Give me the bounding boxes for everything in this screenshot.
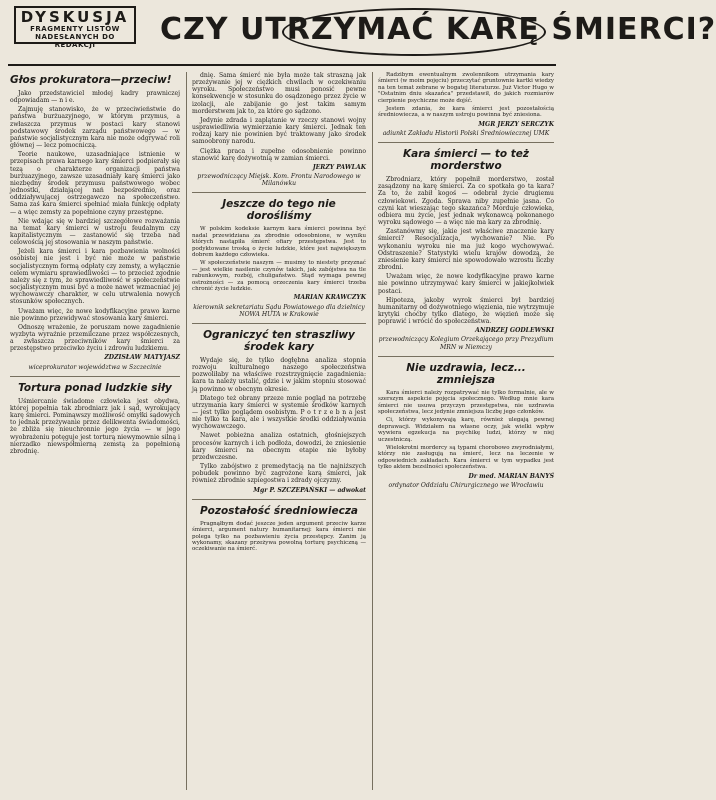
page-headline: CZY UTRZYMAĆ KARĘ ŚMIERCI? <box>160 12 716 47</box>
column-2 <box>192 72 366 790</box>
author-signature: Mgr P. SZCZEPAŃSKI — adwokat <box>253 486 366 494</box>
author-role: ordynator Oddziału Chirurgicznego we Wrocławiu <box>388 481 544 489</box>
article-paragraph: Zajmuję stanowisko, że w przeciwieństwie do państwa burżuazyjnego, w którym przymus, a zwłaszcza przymus w postaci kary stanowi podstawowy środek zarządu państwowego — w państwie socjalistycznym kara nie może odgrywać roli głównej — lecz pomocniczą. <box>10 106 180 150</box>
article-separator <box>192 499 366 500</box>
author-role: kierownik sekretariatu Sądu Powiatowego dla dzielnicy NOWA HUTA w Krakowie <box>193 303 365 318</box>
author-signature: ZDZISŁAW MATYJASZ <box>104 354 180 362</box>
article-paragraph: Jestem zdania, że kara śmierci jest pozostałością średniowiecza, a w naszym ustroju powinna być zniesiona. <box>378 106 554 119</box>
article-paragraph: Kara śmierci należy rozpatrywać nie tylko formalnie, ale w szerszym aspekcie pojęcia społecznego. Według mnie kara śmierci nie usuwa przyczyn przestępstwa, nie uzdrawia społeczeństwa, lecz jedynie zmniejsza liczbę jego członków. <box>378 389 554 415</box>
article-paragraph: W społeczeństwie naszym — musimy to niestety przyznać — jest wielkie nasilenie czynów takich, jak zabójstwa na tle rabunkowym, rozbój, chuligaństwo. Stąd wymaga pewnej ostrożności — za pomocą orzeczenia kary śmierci trzeba chronić życie ludzkie. <box>192 260 366 292</box>
article-separator <box>192 323 366 324</box>
article-paragraph: Uważam więc, że nowe kodyfikacyjne prawo karne nie powinno utrzymywać kary śmierci w jakiejkolwiek postaci. <box>378 273 554 295</box>
article-separator <box>378 142 554 143</box>
article-paragraph: Dlatego też obrany przeze mnie pogląd na potrzebę utrzymania kary śmierci w systemie środków karnych — jest tylko poglądem osobistym. P o t r z e b n a jest nie tylko ta kara, ale i wszystkie środki oddziaływania wychowawczego. <box>192 394 366 431</box>
article-title: Kara śmierci — to też morderstwo <box>402 148 529 173</box>
article-title: Nie uzdrawia, lecz... zmniejsza <box>406 361 526 386</box>
article-separator <box>192 192 366 193</box>
article-paragraph: Uważam więc, że nowe kodyfikacyjne prawo karne nie powinno przewidywać stosowania kary śmierci. <box>10 307 180 322</box>
article-separator <box>378 356 554 357</box>
author-signature: Dr med. MARIAN BANYŚ <box>468 472 554 480</box>
article-paragraph: Odnoszę wrażenie, że poruszam nowe zagadnienie wyzbyta wyraźnie przemilczane przez współczesnych, a zwłaszcza przeciwników kary śmierci za przestępstwo przeciwko życiu i zdrowiu ludzkiemu. <box>10 323 180 353</box>
article-paragraph: Uśmiercanie świadome człowieka jest obydwa, której popełnia tak zbrodniarz jak i sąd, wyrokujący karę śmierci. Pominąwszy możliwość omyłki sądowych to jednak przeżywanie przez delikwenta świadomości, że zbliża się nieuchronnie jego życia — w jego wyobrażeniu potęguje jest torturą niewymownie silną i nierzadko niewspółmierną zemstą za popełnioną zbrodnię. <box>10 397 180 455</box>
author-signature: JERZY PAWLAK <box>312 163 366 171</box>
article-paragraph: Nie wdając się w bardziej szczegółowe rozważania na temat kary śmierci w ustroju feudalnym czy kapitalistycznym — zastanowić się trzeba nad celowością jej stosowania w naszym państwie. <box>10 217 180 247</box>
article-title: Ograniczyć ten straszliwy środek kary <box>203 328 355 353</box>
box-label-line-1: FRAGMENTY LISTÓW <box>30 25 120 33</box>
article-paragraph: Ciężka praca i zupełne odosobnienie powinno stanowić karę dożywotnią w zamian śmierci. <box>192 147 366 162</box>
article-paragraph: Pragnąłbym dodać jeszcze jeden argument przeciw karze śmierci, argument natury humanitarnej: kara śmierci nie polega tylko na pozbawieniu życia przestępcy. Zanim ją wykonamy, skazany przeżywa powolną torturę psychiczną — oczekiwanie na śmierć. <box>192 520 366 553</box>
article-title: Jeszcze do tego nie dorośliśmy <box>222 198 336 223</box>
box-label-title: DYSKUSJA <box>20 8 130 26</box>
article-paragraph: Wielokrotni mordercy są typami chorobowo zwyrodniałymi, którzy nie zasługują na śmierć, lecz na leczenie w odpowiednich zakładach. Kara śmierci w tym wypadku jest tylko aktem bezsilności społeczeństwa. <box>378 445 554 471</box>
box-label-line-2: NADESŁANYCH DO REDAKCJI <box>35 33 115 49</box>
article-paragraph: Teorie naukowe, uzasadniające istnienie w przepisach prawa karnego kary śmierci podpierały się tezą o charakterze organizacji państwa burżuazyjnego, zawsze uzasadniały karę śmierci jako niezbędny środek przymusu państwowego wobec jednostki, działającej nań bezpośrednio, oraz oddziaływującej ostrzegawczo na społeczeństwo. Sama zaś kara śmierci spełniać miała funkcję odpłaty — a więc zemsty za popełnione czyny przestępne. <box>10 151 180 216</box>
article-paragraph: dnię. Sama śmierć nie była może tak straszną jak przeżywanie jej w ciężkich chwilach w oczekiwaniu wyroku. Społeczeństwo musi ponosić pewne konsekwencje w stosunku do osądzonego przez życie w izolacji, ale zabijanie go jest takim samym morderstwem jak to, za które go sądzono. <box>192 72 366 115</box>
article-paragraph: Radzibym ewentualnym zwolennikom utrzymania kary śmierci (w moim pojęciu) przeczytać gruntownie kartki wiedzy na ten temat zebrane w bogatej literaturze. Już Victor Hugo w "Ostatnim dniu skazańca" przedstawił, do jakich rozmiarów cierpienie psychiczne może dojść. <box>378 72 554 104</box>
article-paragraph: Jedynie zdrada i zaplątanie w rzeczy stanowi wojny usprawiedliwia wymierzanie kary śmierci. Jednak ten rodzaj kary nie powinien być traktowany jako środek samoobrony narodu. <box>192 116 366 146</box>
author-role: przewodniczący Kolegium Orzekającego przy Prezydium MRN w Niemczy <box>378 336 554 351</box>
column-divider-2 <box>372 72 373 790</box>
article-paragraph: Hipoteza, jakoby wyrok śmierci był bardziej humanitarny od dożywotniego więzienia, nie wytrzymuje krytyki choćby tylko dlatego, że więzień może się poprawić i wrócić do społeczeństwa. <box>378 296 554 326</box>
discussion-box-label <box>14 6 136 49</box>
article-paragraph: Ci, którzy wykonywają karę, również ulegają pewnej deprawacji. Widziałem na własne oczy, jak wielki wpływ wywiera egzekucja na psychikę ludzi, którzy w niej uczestniczą. <box>378 417 554 443</box>
newspaper-page <box>8 6 716 794</box>
article-paragraph: Zbrodniarz, który popełnił morderstwo, został zasądzony na karę śmierci. Za co spotkała go ta kara? Za to, że zabił kogoś — odebrał życie drugiemu człowiekowi. Zgoda. Sprawa niby zupełnie jasna. Co czyni kat wieszając tego skazańca? Morduje człowieka, odbiera mu życie, jest jednak wykonawcą pokonanego wyroku sądowego — a więc nie ma kary za zbrodnię. <box>378 176 554 227</box>
column-1 <box>10 72 180 790</box>
column-3 <box>378 72 554 790</box>
article-paragraph: Jako przedstawiciel młodej kadry prawniczej odpowiadam — n i e. <box>10 90 180 105</box>
article-paragraph: Nawet pobieżna analiza ostatnich, głośniejszych procesów karnych i ich podłoża, dowodzi, że zniesienie kary śmierci na obecnym etapie nie byłoby przedwczesne. <box>192 432 366 461</box>
article-title: Pozostałość średniowiecza <box>199 504 359 517</box>
article-title: Głos prokuratora—przeciw! <box>10 74 172 86</box>
author-signature: MGR JERZY SERCZYK <box>478 120 554 128</box>
column-divider-1 <box>186 72 187 790</box>
author-role: przewodniczący Miejsk. Kom. Frontu Narodowego w Milanówku <box>197 173 361 188</box>
article-paragraph: Tylko zabójstwo z premedytacją na tle najniższych pobudek powinno być zagrożone karą śmierci, jak również zbrodnie szpiegostwa i zdrady ojczyzny. <box>192 463 366 485</box>
author-signature: ANDRZEJ GODLEWSKI <box>475 327 554 335</box>
article-title: Tortura ponad ludzkie siły <box>18 381 172 394</box>
article-paragraph: Wydaje się, że tylko dogłębna analiza stopnia rozwoju kulturalnego naszego społeczeństwa pozwoliłaby na właściwe rozstrzygnięcie zagadnienia: kara ta należy ustalić, gdzie i w jakim stopniu stosować ją powinno w obecnym okresie. <box>192 356 366 393</box>
author-signature: MARIAN KRAWCZYK <box>293 294 366 302</box>
masthead-rule <box>8 64 556 66</box>
author-role: adiunkt Zakładu Historii Polski Średniowiecznej UMK <box>382 130 550 137</box>
author-role: wiceprokurator województwa w Szczecinie <box>28 363 162 371</box>
article-paragraph: W polskim kodeksie karnym kara śmierci powinna być nadal przewidziana za zbrodnie odosobnione, w wyniku których nastąpiła śmierć ofiary przestępstwa. Jest to podyktowane troską o życie ludzkie, które jest największym dobrem każdego człowieka. <box>192 226 366 258</box>
article-paragraph: Jeżeli kara śmierci i kara pozbawienia wolności osobistej nie jest i być nie może w państwie socjalistycznym formą odpłaty czy zemsty, a wyłącznie celem wymiaru sprawiedliwości — to przecież zgodnie należy się z tym, że sprawiedliwość w społeczeństwie socjalistycznym musi być a może nawet wzmacniać jej wychowawczy charakter, w celu utrwalenia nowych stosunków społecznych. <box>10 248 180 306</box>
article-paragraph: Zastanówmy się, jakie jest właściwe znaczenie kary śmierci? Resocjalizacja, wychowanie? Nie. Po wykonaniu wyroku nie ma już kogo wychowywać. Odstraszenie? Statystyki wielu krajów dowodzą, że zniesienie kary śmierci nie spowodowało wzrostu liczby zbrodni. <box>378 228 554 272</box>
article-separator <box>10 376 180 377</box>
